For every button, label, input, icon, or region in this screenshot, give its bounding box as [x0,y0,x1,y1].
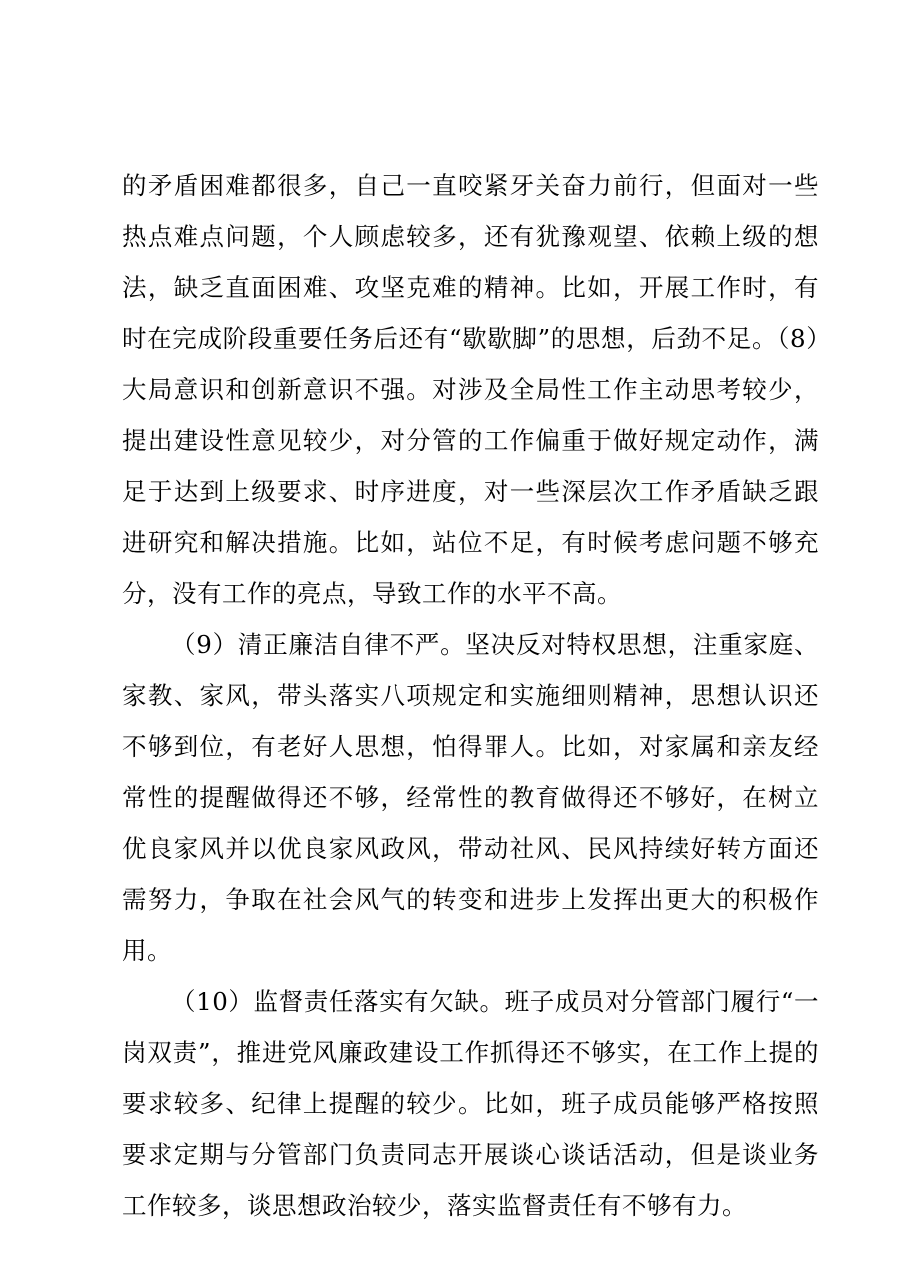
paragraph-item-10: （10）监督责任落实有欠缺。班子成员对分管部门履行“一岗双责”，推进党风廉政建设工作抓得还不够实，在工作上提的要求较多、纪律上提醒的较少。比如，班子成员能够严格按照要求定期与分管部门负责同志开展谈心谈话活动，但是谈业务工作较多，谈思想政治较少，落实监督责任有不够有力。 [122,987,819,1220]
paragraph-item-9: （9）清正廉洁自律不严。坚决反对特权思想，注重家庭、家教、家风，带头落实八项规定和实施细则精神，思想认识还不够到位，有老好人思想，怕得罪人。比如，对家属和亲友经常性的提醒做得还不够，经常性的教育做得还不够好，在树立优良家风并以优良家风政风，带动社风、民风持续好转方面还需努力，争取在社会风气的转变和进步上发挥出更大的积极作用。 [122,630,819,965]
paragraph-continuation: 的矛盾困难都很多，自己一直咬紧牙关奋力前行，但面对一些热点难点问题，个人顾虑较多，还有犹豫观望、依赖上级的想法，缺乏直面困难、攻坚克难的精神。比如，开展工作时，有时在完成阶段重要任务后还有“歇歇脚”的思想，后劲不足。（8）大局意识和创新意识不强。对涉及全局性工作主动思考较少，提出建设性意见较少，对分管的工作偏重于做好规定动作，满足于达到上级要求、时序进度，对一些深层次工作矛盾缺乏跟进研究和解决措施。比如，站位不足，有时候考虑问题不够充分，没有工作的亮点，导致工作的水平不高。 [122,171,819,608]
document-body [122,160,819,1231]
